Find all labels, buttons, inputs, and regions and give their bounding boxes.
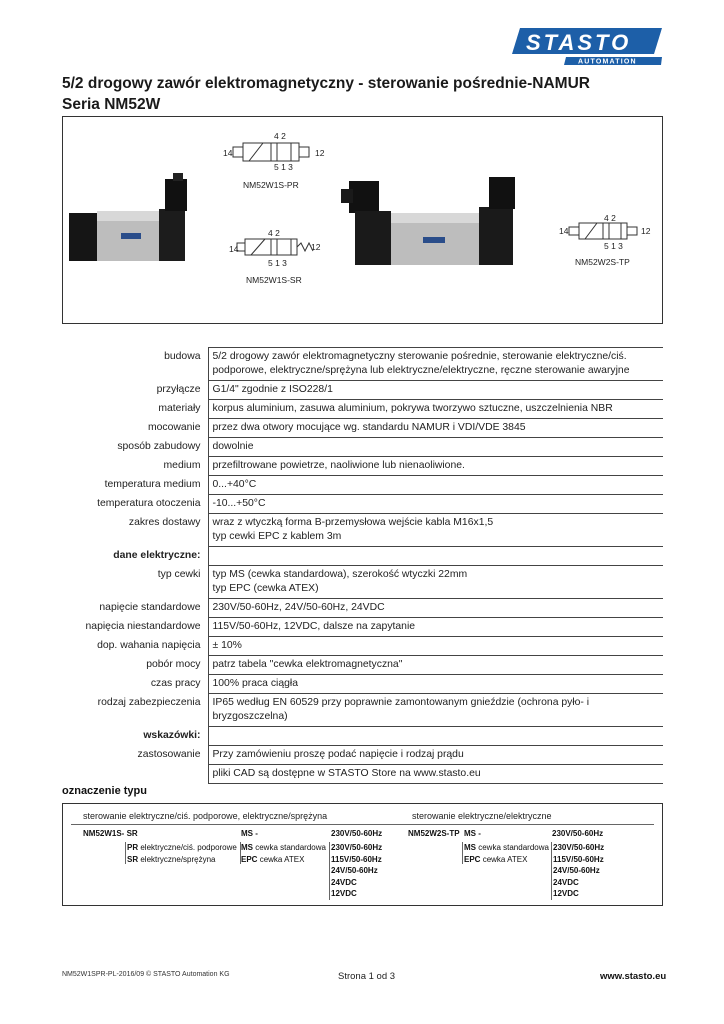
left-variant-separator <box>125 842 126 864</box>
spec-row <box>62 675 663 694</box>
spec-row <box>62 476 663 495</box>
left-coil-header: MS - <box>241 829 258 838</box>
sym2-port-top: 4 2 <box>268 228 280 238</box>
spec-value-line: 0...+40°C <box>212 479 257 490</box>
sym2-port-right: 12 <box>311 242 321 252</box>
spec-value <box>208 566 663 599</box>
spec-row <box>62 419 663 438</box>
spec-value-line: -10...+50°C <box>212 498 266 509</box>
sym1-port-right: 12 <box>315 148 325 158</box>
spec-label: dop. wahania napięcia <box>97 639 201 651</box>
brand-name: STASTO <box>526 30 632 55</box>
spec-value-line: 5/2 drogowy zawór elektromagnetyczny sterowanie pośrednie, sterowanie elektryczne/ciś. <box>212 351 627 362</box>
spec-label: budowa <box>164 350 201 362</box>
spec-value <box>208 547 663 566</box>
spec-value-line: 230V/50-60Hz, 24V/50-60Hz, 24VDC <box>212 602 385 613</box>
left-coil-list <box>241 842 326 865</box>
spec-label: napięcie standardowe <box>99 601 201 613</box>
sym1-port-left: 14 <box>223 148 233 158</box>
sym3-port-left: 14 <box>559 226 569 236</box>
spec-row <box>62 637 663 656</box>
spec-row <box>62 514 663 547</box>
spec-value <box>208 746 663 765</box>
right-coil-list <box>464 842 549 865</box>
spec-label: zakres dostawy <box>128 516 201 528</box>
coil-row: EPC cewka ATEX <box>464 854 528 864</box>
sym2-port-left: 14 <box>229 244 239 254</box>
footer-url[interactable]: www.stasto.eu <box>600 971 667 982</box>
spec-row <box>62 566 663 599</box>
spec-value-line: typ EPC (cewka ATEX) <box>212 583 319 594</box>
sym2-caption: NM52W1S-SR <box>246 275 302 285</box>
ordering-left-caption: sterowanie elektryczne/ciś. podporowe, elektryczne/sprężyna <box>83 811 328 821</box>
coil-row: EPC cewka ATEX <box>241 854 305 864</box>
spec-value <box>208 514 663 547</box>
right-voltage-list: 230V/50-60Hz 115V/50-60Hz 24V/50-60Hz 24VDC 12VDC <box>553 843 605 898</box>
spec-value <box>208 656 663 675</box>
title-line-1: 5/2 drogowy zawór elektromagnetyczny - sterowanie pośrednie-NAMUR <box>62 75 590 92</box>
spec-value-line: przez dwa otwory mocujące wg. standardu NAMUR i VDI/VDE 3845 <box>212 422 526 433</box>
spec-value-line: dowolnie <box>212 441 254 452</box>
title-line-2: Seria NM52W <box>62 96 161 113</box>
coil-row: MS cewka standardowa <box>464 843 549 852</box>
footer-doc-id: NM52W1SPR-PL-2016/09 © STASTO Automation KG <box>62 971 230 978</box>
spec-label: napięcia niestandardowe <box>85 620 201 632</box>
spec-row <box>62 599 663 618</box>
spec-label: mocowanie <box>147 421 201 433</box>
spec-row <box>62 746 663 765</box>
sym1-caption: NM52W1S-PR <box>243 180 299 190</box>
spec-row <box>62 727 663 746</box>
spec-row <box>62 457 663 476</box>
spec-value <box>208 476 663 495</box>
page-title <box>62 73 590 115</box>
spec-value-line: G1/4" zgodnie z ISO228/1 <box>212 384 333 395</box>
spec-value-line: typ MS (cewka standardowa), szerokość wtyczki 22mm <box>212 569 468 580</box>
product-figure <box>62 116 663 324</box>
coil-row: MS cewka standardowa <box>241 843 326 852</box>
spec-value-line: 100% praca ciągła <box>212 678 298 689</box>
spec-value <box>208 348 663 381</box>
ordering-box <box>62 803 663 906</box>
variant-row: PR elektryczne/ciś. podporowe <box>127 843 237 852</box>
valve-photo-single-solenoid <box>69 173 197 263</box>
left-volt-separator <box>329 842 330 900</box>
right-coil-separator <box>462 842 463 864</box>
spec-label: sposób zabudowy <box>117 440 201 452</box>
spec-value <box>208 618 663 637</box>
spec-value-line: korpus aluminium, zasuwa aluminium, pokrywa tworzywo sztuczne, uszczelnienia NBR <box>212 403 613 414</box>
spec-table <box>62 347 663 784</box>
right-volt-header: 230V/50-60Hz <box>552 829 604 838</box>
left-volt-header: 230V/50-60Hz <box>331 829 383 838</box>
right-volt-separator <box>551 842 552 900</box>
brand-logo <box>506 28 662 68</box>
spec-value-line: IP65 według EN 60529 przy poprawnie zamontowanym gnieździe (ochrona pyło- i bryzgoszczelna) <box>212 697 590 722</box>
sym1-port-bottom: 5 1 3 <box>274 162 293 172</box>
spec-value-line: patrz tabela "cewka elektromagnetyczna" <box>212 659 403 670</box>
spec-row <box>62 694 663 727</box>
spec-value <box>208 438 663 457</box>
sym3-port-top: 4 2 <box>604 213 616 223</box>
spec-label: przyłącze <box>156 383 201 395</box>
spec-label: temperatura medium <box>104 478 201 490</box>
spec-label: rodzaj zabezpieczenia <box>97 696 201 708</box>
pneumatic-symbol-pr <box>223 133 323 173</box>
spec-row <box>62 765 663 784</box>
spec-value-line: typ cewki EPC z kablem 3m <box>212 531 342 542</box>
stasto-logo-icon <box>506 28 662 68</box>
spec-value <box>208 495 663 514</box>
spec-row <box>62 381 663 400</box>
spec-value <box>208 727 663 746</box>
spec-label: wskazówki: <box>143 729 201 741</box>
sym3-port-bottom: 5 1 3 <box>604 241 623 251</box>
left-voltage-list: 230V/50-60Hz 115V/50-60Hz 24V/50-60Hz 24VDC 12VDC <box>331 843 383 898</box>
spec-label: medium <box>163 459 201 471</box>
sym2-port-bottom: 5 1 3 <box>268 258 287 268</box>
spec-value-line: Przy zamówieniu proszę podać napięcie i rodzaj prądu <box>212 749 464 760</box>
sym3-caption: NM52W2S-TP <box>575 257 630 267</box>
spec-value <box>208 599 663 618</box>
spec-row <box>62 438 663 457</box>
right-code: NM52W2S-TP <box>408 829 460 838</box>
spec-value <box>208 694 663 727</box>
brand-tagline: AUTOMATION <box>578 58 637 66</box>
spec-value <box>208 419 663 438</box>
spec-row <box>62 547 663 566</box>
spec-value <box>208 637 663 656</box>
left-code: NM52W1S- SR <box>83 829 138 838</box>
spec-value-line: podporowe, elektryczne/sprężyna lub elektryczne/elektryczne, ręczne sterowanie awaryjne <box>212 365 630 376</box>
ordering-divider <box>71 824 654 825</box>
valve-photo-double-solenoid <box>341 175 537 271</box>
spec-value-line: wraz z wtyczką forma B-przemysłowa wejście kabla M16x1,5 <box>212 517 494 528</box>
spec-value-line: 115V/50-60Hz, 12VDC, dalsze na zapytanie <box>212 621 416 632</box>
spec-label <box>62 765 208 784</box>
spec-value-line: przefiltrowane powietrze, naoliwione lub nienaoliwione. <box>212 460 465 471</box>
left-variant-list <box>127 842 237 865</box>
spec-label: temperatura otoczenia <box>97 497 201 509</box>
spec-label: zastosowanie <box>137 748 201 760</box>
spec-row <box>62 348 663 381</box>
spec-value <box>208 400 663 419</box>
ordering-heading: oznaczenie typu <box>62 785 147 797</box>
ordering-right-caption: sterowanie elektryczne/elektryczne <box>412 811 552 821</box>
spec-label: czas pracy <box>150 677 201 689</box>
sym1-port-top: 4 2 <box>274 131 286 141</box>
spec-row <box>62 400 663 419</box>
variant-row: SR elektryczne/sprężyna <box>127 854 216 864</box>
spec-value-line: pliki CAD są dostępne w STASTO Store na www.stasto.eu <box>212 768 481 779</box>
sym3-port-right: 12 <box>641 226 651 236</box>
spec-row <box>62 495 663 514</box>
spec-label: pobór mocy <box>146 658 201 670</box>
spec-value <box>208 765 663 784</box>
footer-page-number: Strona 1 od 3 <box>338 971 396 982</box>
spec-row <box>62 656 663 675</box>
spec-label: materiały <box>158 402 201 414</box>
spec-value <box>208 457 663 476</box>
spec-value <box>208 381 663 400</box>
spec-value <box>208 675 663 694</box>
right-coil-header: MS - <box>464 829 481 838</box>
spec-label: dane elektryczne: <box>113 549 201 561</box>
spec-value-line: ± 10% <box>212 640 242 651</box>
spec-row <box>62 618 663 637</box>
spec-label: typ cewki <box>157 568 201 580</box>
